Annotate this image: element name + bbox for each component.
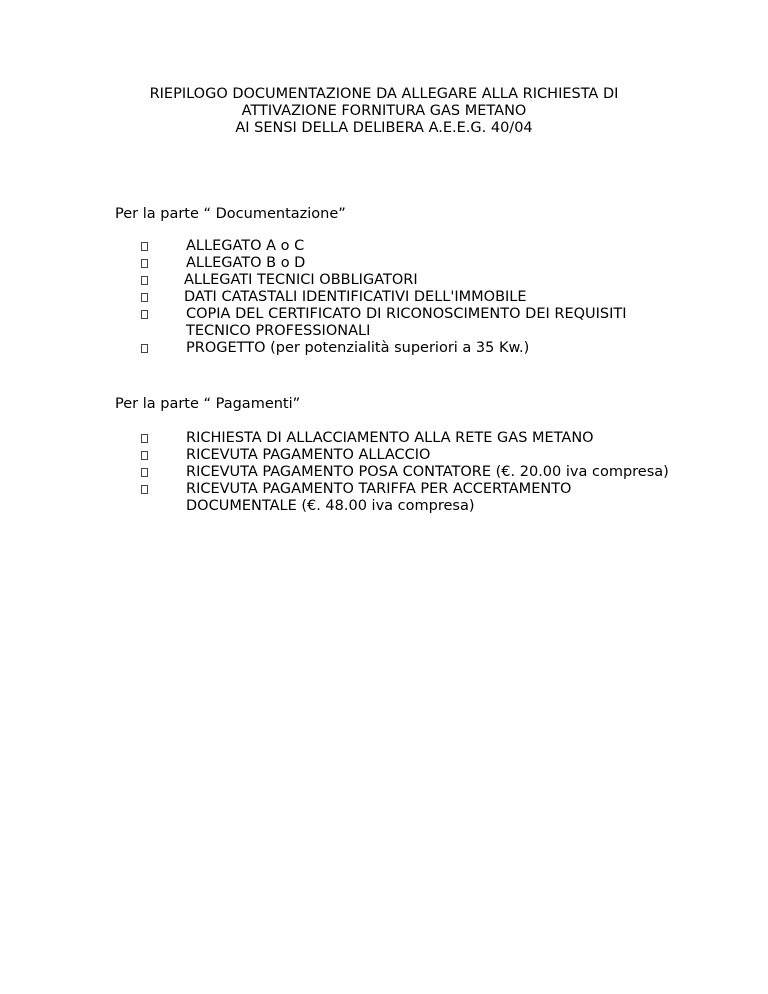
checkbox-placeholder-icon <box>141 485 148 494</box>
list-item-text: DATI CATASTALI IDENTIFICATIVI DELL'IMMOBILE <box>184 289 527 305</box>
list-item-text: COPIA DEL CERTIFICATO DI RICONOSCIMENTO DEI REQUISITI TECNICO PROFESSIONALI <box>186 306 627 339</box>
list-item-text: ALLEGATO A o C <box>186 238 305 254</box>
list-item-text: RICEVUTA PAGAMENTO TARIFFA PER ACCERTAMENTO DOCUMENTALE (€. 48.00 iva compresa) <box>186 481 572 514</box>
documentazione-heading: Per la parte “ Documentazione” <box>115 206 346 222</box>
list-item-text: PROGETTO (per potenzialità superiori a 35 Kw.) <box>186 340 530 356</box>
checkbox-placeholder-icon <box>141 344 148 353</box>
checkbox-placeholder-icon <box>141 434 148 443</box>
title-line: RIEPILOGO DOCUMENTAZIONE DA ALLEGARE ALLA RICHIESTA DI <box>149 86 619 102</box>
pagamenti-heading: Per la parte “ Pagamenti” <box>115 396 301 412</box>
title-line: AI SENSI DELLA DELIBERA A.E.E.G. 40/04 <box>235 120 533 136</box>
list-item-text: ALLEGATO B o D <box>186 255 306 271</box>
list-item-text: ALLEGATI TECNICI OBBLIGATORI <box>184 272 418 288</box>
checkbox-placeholder-icon <box>141 242 148 251</box>
list-item-text: RICHIESTA DI ALLACCIAMENTO ALLA RETE GAS METANO <box>186 430 594 446</box>
list-item-text: RICEVUTA PAGAMENTO ALLACCIO <box>186 447 431 463</box>
title-line: ATTIVAZIONE FORNITURA GAS METANO <box>241 103 527 119</box>
checkbox-placeholder-icon <box>141 259 148 268</box>
checkbox-placeholder-icon <box>141 310 148 319</box>
document-title <box>0 86 768 137</box>
list-item-text: RICEVUTA PAGAMENTO POSA CONTATORE (€. 20.00 iva compresa) <box>186 464 669 480</box>
checkbox-placeholder-icon <box>141 276 148 285</box>
checkbox-placeholder-icon <box>141 293 148 302</box>
checkbox-placeholder-icon <box>141 468 148 477</box>
checkbox-placeholder-icon <box>141 451 148 460</box>
